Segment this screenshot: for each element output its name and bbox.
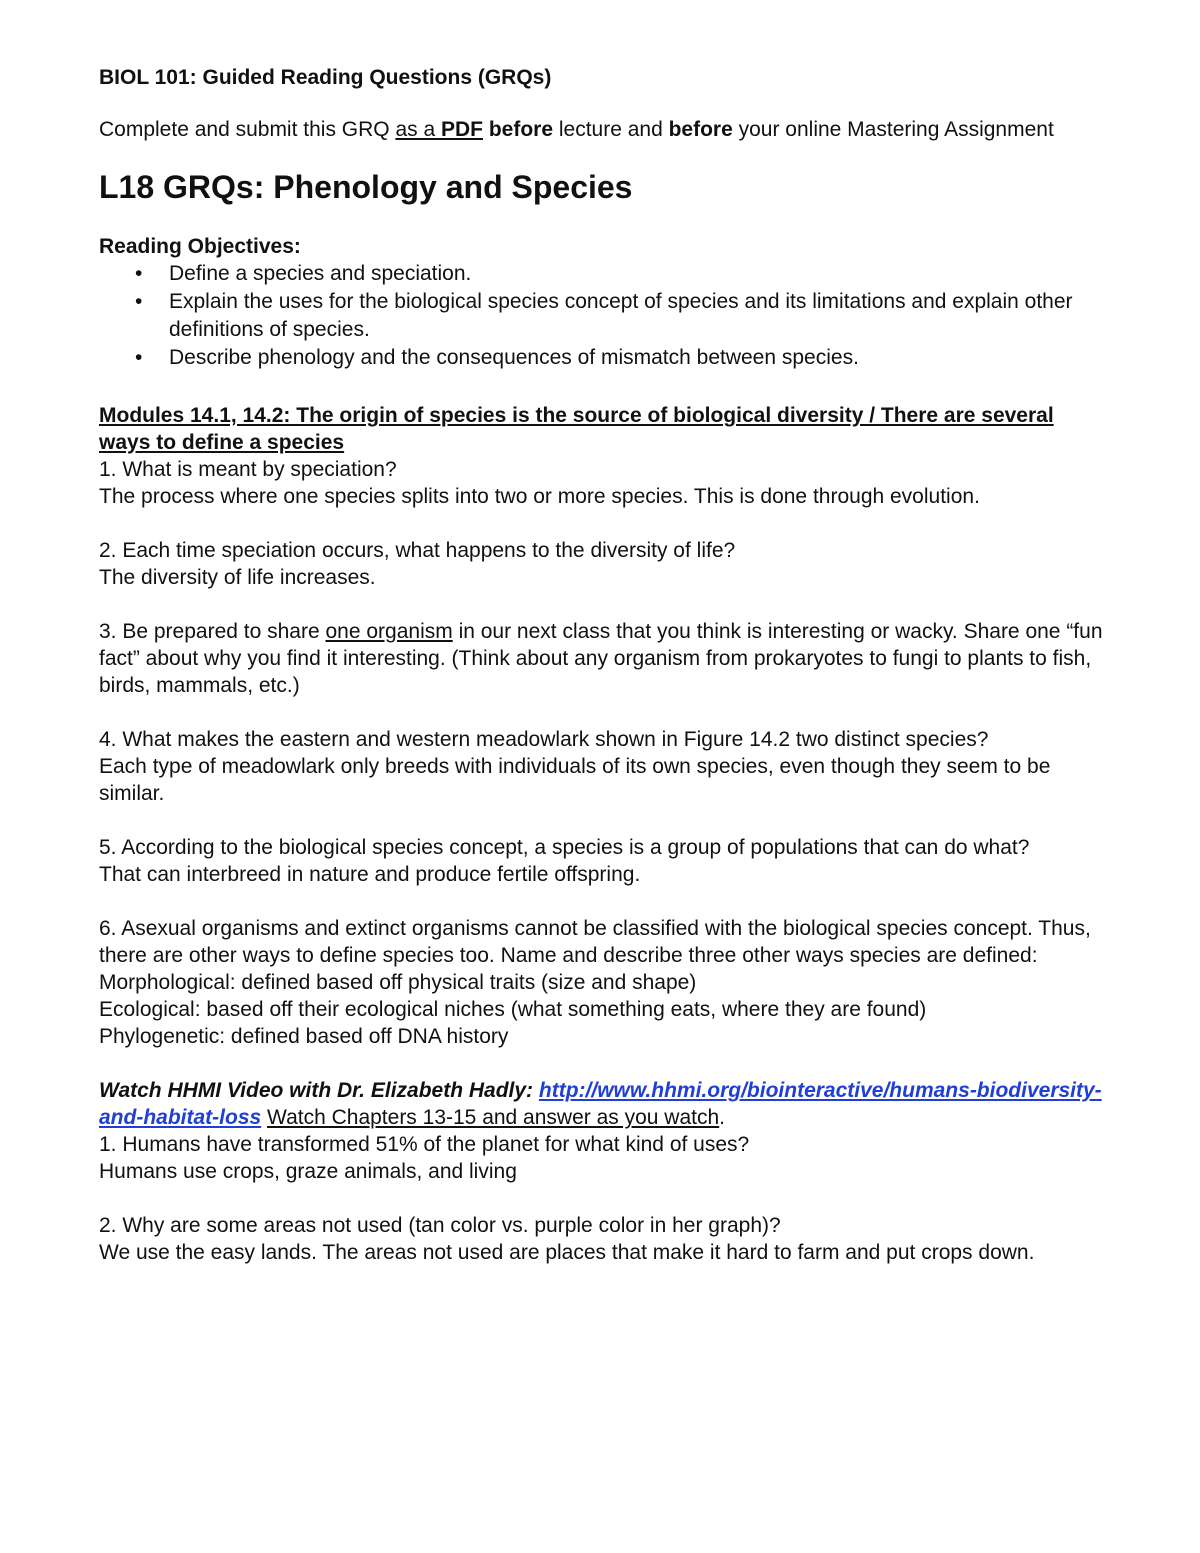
video-link[interactable]: http://www.hhmi.org/biointeractive/humans-biodiversity-and-habitat-loss xyxy=(99,1079,1102,1129)
question-3 xyxy=(99,618,1109,699)
instruction-before-2: before xyxy=(668,118,733,141)
question-4: 4. What makes the eastern and western meadowlark shown in Figure 14.2 two distinct species? xyxy=(99,728,989,751)
video-heading xyxy=(99,1077,1109,1131)
answer-6-phylogenetic: Phylogenetic: defined based off DNA history xyxy=(99,1025,509,1048)
instruction-text: Complete and submit this GRQ xyxy=(99,118,396,141)
instruction-before-1: before xyxy=(488,118,554,141)
instruction-mastering: your online Mastering Assignment xyxy=(732,118,1054,141)
answer-4: Each type of meadowlark only breeds with individuals of its own species, even though they seem to be similar. xyxy=(99,755,1051,805)
objectives-heading: Reading Objectives: xyxy=(99,235,301,258)
video-instruction: Watch Chapters 13-15 and answer as you watch xyxy=(267,1106,720,1129)
objective-item: • Describe phenology and the consequences of mismatch between species. xyxy=(169,344,1109,372)
objective-item: • Define a species and speciation. xyxy=(169,260,1109,288)
instruction-lecture: lecture and xyxy=(553,118,669,141)
question-3-underlined: one organism xyxy=(325,620,453,643)
question-5: 5. According to the biological species concept, a species is a group of populations that can do what? xyxy=(99,836,1030,859)
instruction-underlined xyxy=(395,118,483,141)
answer-5: That can interbreed in nature and produce fertile offspring. xyxy=(99,863,641,886)
video-period: . xyxy=(719,1106,726,1129)
objective-item: • Explain the uses for the biological species concept of species and its limitations and explain other definitions of species. xyxy=(169,288,1109,344)
answer-1: The process where one species splits into two or more species. This is done through evolution. xyxy=(99,485,980,508)
video-answer-1: Humans use crops, graze animals, and living xyxy=(99,1160,517,1183)
answer-6-morphological: Morphological: defined based off physical traits (size and shape) xyxy=(99,971,697,994)
submission-instruction xyxy=(99,116,1109,143)
question-2: 2. Each time speciation occurs, what happens to the diversity of life? xyxy=(99,539,736,562)
video-label: Watch HHMI Video with Dr. Elizabeth Hadly: xyxy=(99,1079,534,1102)
module-heading: Modules 14.1, 14.2: The origin of species is the source of biological diversity / There are several ways to define a species xyxy=(99,404,1054,454)
instruction-as-a: as a xyxy=(395,118,441,141)
course-title: BIOL 101: Guided Reading Questions (GRQs) xyxy=(99,66,552,89)
document-page xyxy=(99,66,1109,1266)
video-answer-2: We use the easy lands. The areas not used are places that make it hard to farm and put crops down. xyxy=(99,1241,1035,1264)
question-6: 6. Asexual organisms and extinct organisms cannot be classified with the biological species concept. Thus, there are other ways to define species too. Name and describe three other ways species are defined: xyxy=(99,917,1091,967)
video-question-1: 1. Humans have transformed 51% of the planet for what kind of uses? xyxy=(99,1133,750,1156)
objectives-list xyxy=(99,260,1109,372)
video-question-2: 2. Why are some areas not used (tan color vs. purple color in her graph)? xyxy=(99,1214,781,1237)
answer-6-ecological: Ecological: based off their ecological niches (what something eats, where they are found) xyxy=(99,998,927,1021)
question-1: 1. What is meant by speciation? xyxy=(99,458,397,481)
answer-2: The diversity of life increases. xyxy=(99,566,376,589)
instruction-pdf: PDF xyxy=(440,118,483,141)
question-3-text: 3. Be prepared to share xyxy=(99,620,326,643)
page-title: L18 GRQs: Phenology and Species xyxy=(99,169,633,205)
question-3-rest: in our next class that you think is interesting or wacky. Share one “fun fact” about why you find it interesting. (Think about any organism from prokaryotes to fungi to plants to fish, birds, mammals, etc.) xyxy=(99,620,1103,697)
